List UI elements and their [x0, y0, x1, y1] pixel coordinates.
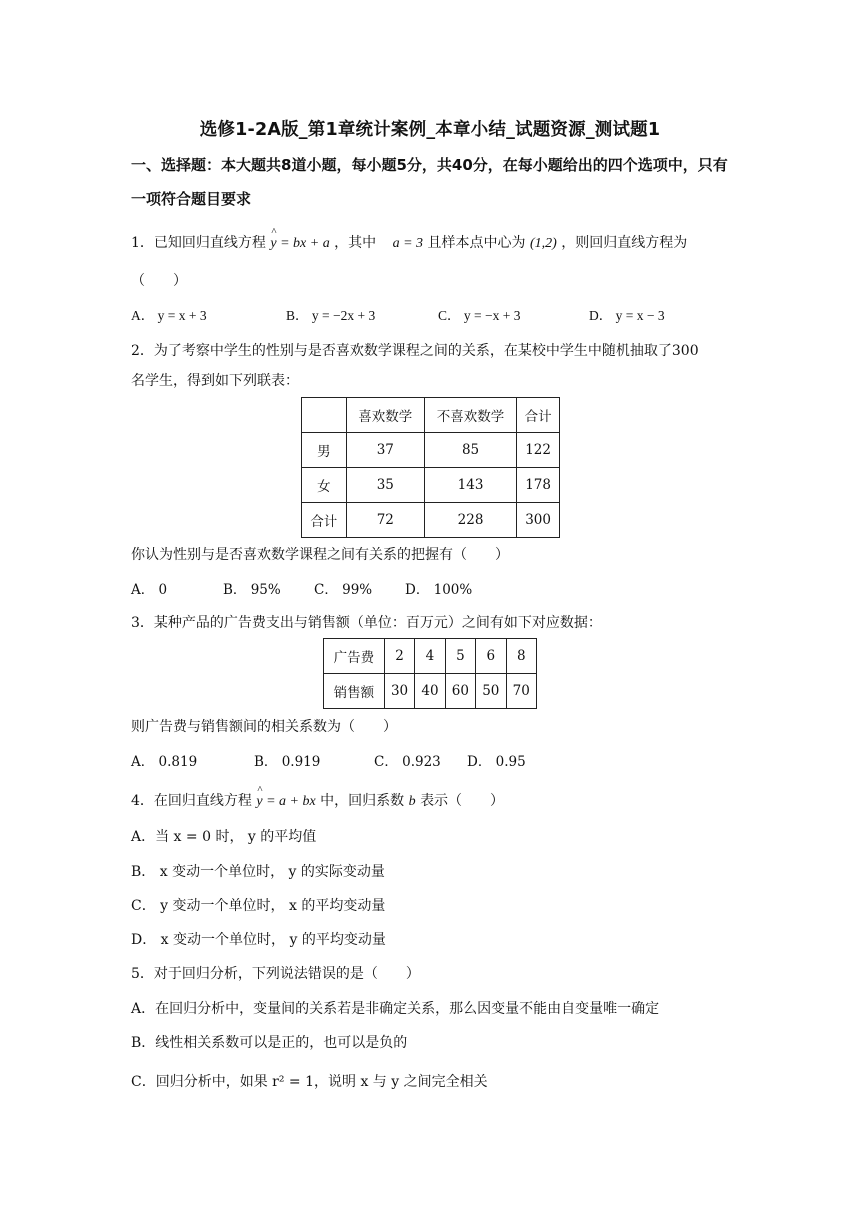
- table-cell: 女: [302, 468, 347, 503]
- q1-suffix: ，则回归直线方程为: [561, 235, 688, 251]
- table-cell: 50: [476, 674, 506, 709]
- q2-line2: 名学生，得到如下列联表：: [131, 373, 299, 389]
- table-cell: 男: [302, 433, 347, 468]
- section-heading: 一、选择题：本大题共8道小题，每小题5分，共40分，在每小题给出的四个选项中，只有一项符合题目要求: [131, 156, 728, 208]
- q3-data-table: [323, 638, 537, 709]
- table-cell: 37: [346, 433, 424, 468]
- table-cell: 35: [346, 468, 424, 503]
- table-cell: 喜欢数学: [346, 398, 424, 433]
- q1-prefix: 1．已知回归直线方程: [131, 235, 266, 251]
- table-cell: 72: [346, 503, 424, 538]
- q4-var: b: [408, 794, 416, 809]
- table-cell: 60: [445, 674, 475, 709]
- q2-question: 你认为性别与是否喜欢数学课程之间有关系的把握有（ ）: [131, 547, 509, 563]
- table-cell: 4: [415, 639, 445, 674]
- table-cell: 2: [384, 639, 414, 674]
- table-cell: 合计: [517, 398, 560, 433]
- q4-suffix: 中，回归系数: [320, 793, 405, 809]
- table-cell: 300: [517, 503, 560, 538]
- table-cell: 不喜欢数学: [424, 398, 516, 433]
- table-cell: 143: [424, 468, 516, 503]
- q3-option-b: B． 0.919: [254, 754, 321, 770]
- q1-condition: a = 3: [392, 236, 424, 251]
- q5-option-c: C．回归分析中，如果 r² = 1，说明 x 与 y 之间完全相关: [131, 1074, 488, 1090]
- q3-line1: 3．某种产品的广告费支出与销售额（单位：百万元）之间有如下对应数据：: [131, 615, 602, 631]
- q3-option-a: A． 0.819: [131, 754, 198, 770]
- table-cell: 122: [517, 433, 560, 468]
- q1-point: (1,2): [529, 236, 557, 251]
- table-cell: 广告费: [324, 639, 385, 674]
- table-cell: 销售额: [324, 674, 385, 709]
- q1-option-a: A． y = x + 3: [131, 308, 207, 323]
- q4-option-d: D． x 变动一个单位时， y 的平均变动量: [131, 932, 386, 948]
- q5-option-a: A．在回归分析中，变量间的关系若是非确定关系，那么因变量不能由自变量唯一确定: [131, 1001, 660, 1017]
- q1-option-d: D． y = x − 3: [589, 308, 665, 323]
- table-cell: 5: [445, 639, 475, 674]
- q4-suffix2: 表示（ ）: [420, 793, 505, 809]
- q3-option-c: C． 0.923: [374, 754, 441, 770]
- q3-question: 则广告费与销售额间的相关系数为（ ）: [131, 719, 397, 735]
- q1-paren: （ ）: [131, 273, 187, 289]
- q4-option-b: B． x 变动一个单位时， y 的实际变动量: [131, 864, 385, 880]
- q2-option-b: B． 95%: [223, 582, 281, 598]
- q1-option-c: C． y = −x + 3: [438, 308, 521, 323]
- q3-option-d: D． 0.95: [467, 754, 526, 770]
- q1-mid2: 且样本点中心为: [427, 235, 526, 251]
- table-cell: 70: [506, 674, 536, 709]
- table-cell: 30: [384, 674, 414, 709]
- q2-option-d: D． 100%: [405, 582, 473, 598]
- q1-option-b: B． y = −2x + 3: [286, 308, 376, 323]
- q2-line1: 2．为了考察中学生的性别与是否喜欢数学课程之间的关系，在某校中学生中随机抽取了300: [131, 343, 699, 359]
- q4-prefix: 4．在回归直线方程: [131, 793, 252, 809]
- table-cell: 178: [517, 468, 560, 503]
- q1-equation: ^ y = bx + a: [270, 226, 330, 251]
- q1-stem: [131, 226, 688, 252]
- table-cell: 85: [424, 433, 516, 468]
- table-cell: 8: [506, 639, 536, 674]
- table-row: [302, 398, 560, 433]
- table-cell: [302, 398, 347, 433]
- q5-option-b: B．线性相关系数可以是正的，也可以是负的: [131, 1035, 408, 1051]
- table-cell: 合计: [302, 503, 347, 538]
- table-cell: 6: [476, 639, 506, 674]
- q4-option-c: C． y 变动一个单位时， x 的平均变动量: [131, 898, 386, 914]
- q4-equation: ^ y = a + bx: [256, 784, 316, 809]
- page-title: 选修1-2A版_第1章统计案例_本章小结_试题资源_测试题1: [199, 120, 661, 140]
- q5-line1: 5．对于回归分析，下列说法错误的是（ ）: [131, 966, 420, 982]
- q4-option-a: A．当 x = 0 时， y 的平均值: [131, 829, 317, 845]
- table-row: [324, 674, 537, 709]
- q2-option-a: A． 0: [131, 582, 168, 598]
- table-cell: 228: [424, 503, 516, 538]
- table-cell: 40: [415, 674, 445, 709]
- table-row: [302, 503, 560, 538]
- table-row: [302, 468, 560, 503]
- q2-contingency-table: [301, 397, 560, 538]
- table-row: [302, 433, 560, 468]
- q2-option-c: C． 99%: [314, 582, 373, 598]
- q1-mid: ，其中: [334, 235, 377, 251]
- table-row: [324, 639, 537, 674]
- q4-stem: [131, 784, 505, 810]
